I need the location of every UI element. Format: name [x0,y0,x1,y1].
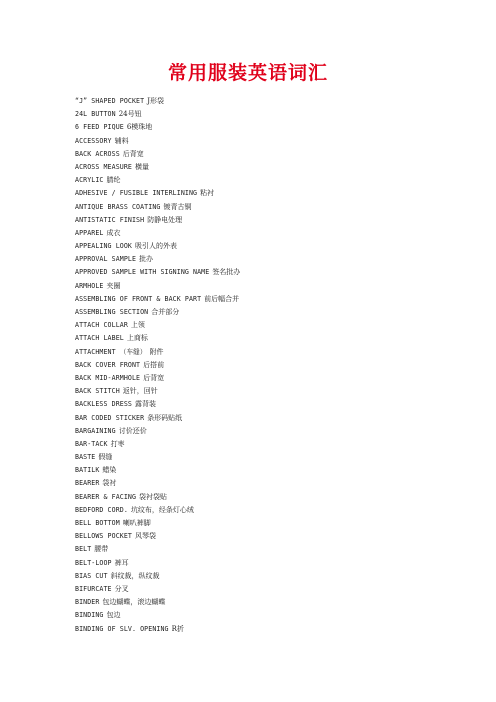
vocabulary-item [75,596,475,609]
vocabulary-item [75,504,475,517]
term-english: BACK STITCH [75,387,120,396]
vocabulary-item [75,121,475,134]
vocabulary-item [75,398,475,411]
term-english: BACKLESS DRESS [75,400,132,409]
term-english: ATTACHMENT （车缝） [75,347,147,356]
vocabulary-item [75,609,475,622]
term-chinese: 24号钮 [118,110,142,119]
vocabulary-item [75,214,475,227]
term-chinese: 裤耳 [114,558,129,567]
term-chinese: 返针，回针 [122,387,158,396]
vocabulary-item [75,530,475,543]
term-chinese: 6模珠地 [126,123,153,132]
term-english: BACK COVER FRONT [75,360,141,369]
term-chinese: 风琴袋 [134,532,156,541]
term-chinese: 腰带 [94,545,109,554]
vocabulary-item [75,570,475,583]
term-chinese: 上领 [130,321,145,330]
term-chinese: 粘衬 [200,189,215,198]
term-chinese: 打枣 [110,439,125,448]
term-chinese: 斜纹裁，纵纹裁 [110,571,160,580]
term-chinese: 批办 [139,255,154,264]
document-title: 常用服装英语词汇 [167,62,328,84]
vocabulary-item [75,412,475,425]
vocabulary-item [75,253,475,266]
term-chinese: 横量 [134,162,149,171]
vocabulary-item [75,187,475,200]
term-chinese: 夹圈 [106,281,121,290]
vocabulary-item [75,227,475,240]
term-english: ATTACH COLLAR [75,321,128,330]
term-english: BIFURCATE [75,584,112,593]
term-chinese: 喇叭裤脚 [122,519,151,527]
term-english: ASSEMBLING OF FRONT & BACK PART [75,294,202,303]
term-chinese: 包边 [106,611,121,620]
vocabulary-item [75,623,475,636]
term-english: ARMHOLE [75,281,104,290]
term-english: BELLOWS POCKET [75,532,132,541]
vocabulary-item [75,517,475,530]
term-english: APPROVED SAMPLE WITH SIGNING NAME [75,268,210,277]
term-english: ACRYLIC [75,176,104,185]
vocabulary-item [75,477,475,490]
term-english: BELT-LOOP [75,558,112,567]
vocabulary-item [75,95,475,108]
term-english: ASSEMBLING SECTION [75,308,149,316]
term-chinese: 镀青古铜 [163,202,192,211]
term-english: BEDFORD CORD. [75,505,128,514]
vocabulary-item [75,451,475,464]
vocabulary-item [75,319,475,332]
term-chinese: 上商标 [126,334,148,343]
term-chinese: 露背装 [134,400,156,409]
term-english: 6 FEED PIQUE [75,123,124,132]
term-english: BACK MID-ARMHOLE [75,373,141,382]
term-english: BASTE [75,453,96,462]
term-chinese: R折 [171,624,184,633]
term-chinese: 合并部分 [151,308,180,316]
vocabulary-item [75,161,475,174]
term-chinese: 成衣 [106,228,121,237]
term-english: BAR-TACK [75,439,108,448]
vocabulary-item [75,148,475,161]
term-english: ANTIQUE BRASS COATING [75,202,161,211]
vocabulary-item [75,174,475,187]
vocabulary-item [75,108,475,121]
term-chinese: 讨价还价 [118,426,147,435]
term-english: 24L BUTTON [75,110,116,119]
term-chinese: 包边蝴蝶，滚边蝴蝶 [102,598,166,607]
term-chinese: 后背宽 [122,149,144,158]
term-english: BARGAINING [75,426,116,435]
vocabulary-item [75,266,475,279]
vocabulary-item [75,201,475,214]
vocabulary-item [75,425,475,438]
term-english: BELL BOTTOM [75,519,120,527]
vocabulary-item [75,346,475,359]
vocabulary-item [75,240,475,253]
term-english: APPROVAL SAMPLE [75,255,137,264]
term-chinese: 后背宽 [143,373,165,382]
vocabulary-item [75,385,475,398]
term-english: BINDING [75,611,104,620]
term-english: ATTACH LABEL [75,334,124,343]
term-english: BEARER & FACING [75,492,137,501]
term-chinese: 条形码贴纸 [147,413,183,422]
term-english: APPAREL [75,228,104,237]
term-chinese: 蜡染 [102,466,117,475]
term-chinese: 签名批办 [212,268,241,277]
vocabulary-item [75,372,475,385]
vocabulary-item [75,491,475,504]
vocabulary-item [75,464,475,477]
term-english: ADHESIVE / FUSIBLE INTERLINING [75,189,198,198]
term-english: BIAS CUT [75,571,108,580]
vocabulary-item [75,438,475,451]
term-chinese: 后搭前 [143,360,165,369]
vocabulary-item [75,280,475,293]
term-chinese: 袋衬袋贴 [139,492,168,501]
term-english: BAR CODED STICKER [75,413,145,422]
term-chinese: 附件 [149,347,164,356]
term-english: ACCESSORY [75,136,112,145]
term-chinese: 腈纶 [106,176,121,185]
term-chinese: 辅料 [114,136,129,145]
term-english: “J” SHAPED POCKET [75,97,145,105]
term-chinese: 防静电处理 [147,215,183,224]
term-chinese: 吸引人的外表 [134,242,177,251]
vocabulary-item [75,332,475,345]
vocabulary-list [75,95,475,636]
term-english: BINDER [75,598,100,607]
term-english: BATILK [75,466,100,475]
term-chinese: 坑纹布，经条灯心绒 [130,505,194,514]
vocabulary-item [75,583,475,596]
term-english: APPEALING LOOK [75,242,132,251]
term-english: BELT [75,545,92,554]
term-chinese: J形袋 [147,97,164,105]
vocabulary-item [75,359,475,372]
vocabulary-item [75,135,475,148]
term-chinese: 袋衬 [102,479,117,488]
vocabulary-item [75,293,475,306]
vocabulary-item [75,306,475,319]
term-english: ACROSS MEASURE [75,162,132,171]
term-english: ANTISTATIC FINISH [75,215,145,224]
vocabulary-item [75,557,475,570]
term-english: BINDING OF SLV. OPENING [75,624,169,633]
term-english: BEARER [75,479,100,488]
term-chinese: 分叉 [114,584,129,593]
term-chinese: 前后幅合并 [204,294,240,303]
term-english: BACK ACROSS [75,149,120,158]
vocabulary-item [75,543,475,556]
term-chinese: 假缝 [98,453,113,462]
